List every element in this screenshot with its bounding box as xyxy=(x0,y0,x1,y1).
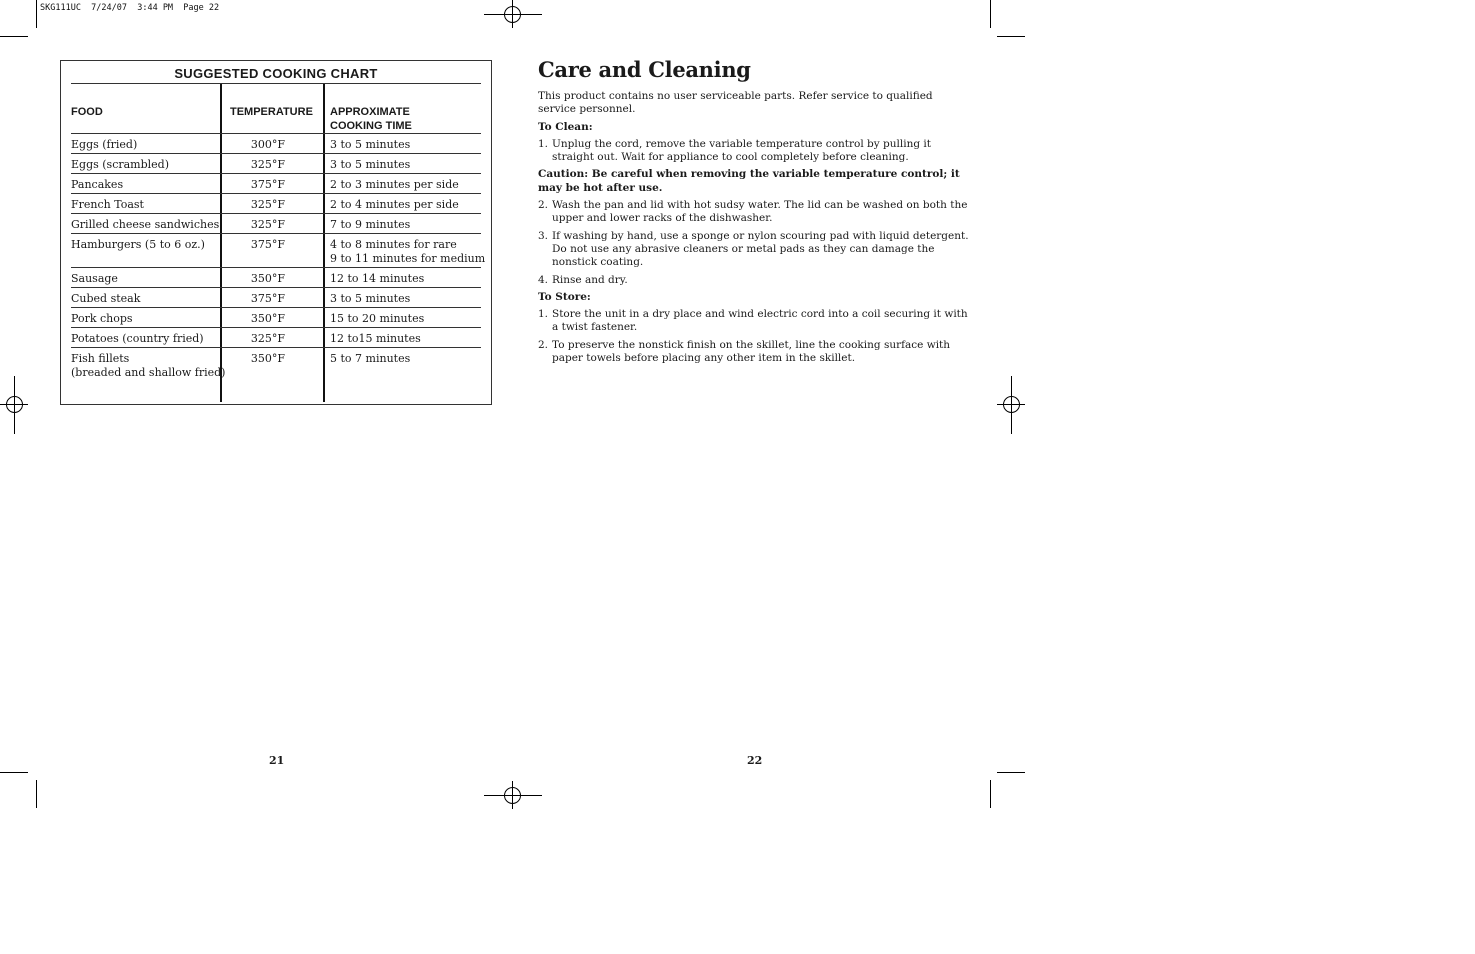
food-cell: Eggs (fried) xyxy=(71,138,138,151)
row-rule xyxy=(71,133,481,134)
food-cell: Eggs (scrambled) xyxy=(71,158,170,171)
cooking-time-cell: 5 to 7 minutes xyxy=(330,352,411,365)
row-rule xyxy=(71,287,481,288)
temperature-cell: 375°F xyxy=(250,292,285,305)
to-clean-heading: To Clean: xyxy=(538,120,593,133)
chart-title: SUGGESTED COOKING CHART xyxy=(174,66,378,81)
clean-steps-list-continued xyxy=(538,199,970,287)
list-item xyxy=(538,199,970,226)
row-rule xyxy=(71,193,481,194)
temperature-cell: 375°F xyxy=(250,238,285,251)
chart-title-rule xyxy=(71,83,481,84)
crop-mark xyxy=(0,772,28,773)
cooking-time-cell: 2 to 4 minutes per side xyxy=(330,198,459,211)
printer-slug: SKG111UC 7/24/07 3:44 PM Page 22 xyxy=(40,3,220,13)
store-steps-list xyxy=(538,308,970,365)
temperature-cell: 350°F xyxy=(250,272,285,285)
temperature-cell: 300°F xyxy=(250,138,285,151)
step-text: Store the unit in a dry place and wind electric cord into a coil securing it with a twist fastener. xyxy=(552,308,968,334)
header-food: FOOD xyxy=(71,106,103,118)
temperature-cell: 325°F xyxy=(250,218,285,231)
cooking-time-cell: 15 to 20 minutes xyxy=(330,312,425,325)
row-rule xyxy=(71,267,481,268)
column-divider xyxy=(323,84,325,402)
header-cooking-time-line2: COOKING TIME xyxy=(330,120,412,132)
step-text: Unplug the cord, remove the variable temperature control by pulling it straight out. Wait for appliance to cool completely before cleaning. xyxy=(552,137,931,164)
clean-steps-list xyxy=(538,138,970,165)
food-cell: French Toast xyxy=(71,198,144,211)
page-number-right: 22 xyxy=(747,754,763,767)
temperature-cell: 350°F xyxy=(250,312,285,325)
list-item xyxy=(538,339,970,366)
list-item xyxy=(538,308,970,335)
food-cell: Sausage xyxy=(71,272,118,285)
page-number-left: 21 xyxy=(269,754,285,767)
list-item xyxy=(538,230,970,270)
food-cell: Pork chops xyxy=(71,312,133,325)
crop-mark xyxy=(0,36,28,37)
cooking-time-cell: 7 to 9 minutes xyxy=(330,218,411,231)
section-title: Care and Cleaning xyxy=(538,57,751,82)
row-rule xyxy=(71,327,481,328)
cooking-time-cell: 4 to 8 minutes for rare 9 to 11 minutes for medium xyxy=(330,238,486,265)
temperature-cell: 350°F xyxy=(250,352,285,365)
header-cooking-time-line1: APPROXIMATE xyxy=(330,106,410,118)
food-cell: Pancakes xyxy=(71,178,124,191)
row-rule xyxy=(71,347,481,348)
food-cell: Potatoes (country fried) xyxy=(71,332,204,345)
header-temperature: TEMPERATURE xyxy=(230,106,313,118)
temperature-cell: 325°F xyxy=(250,198,285,211)
crop-mark xyxy=(990,0,991,28)
step-number: 4. xyxy=(538,273,549,286)
crop-mark xyxy=(36,0,37,28)
temperature-cell: 325°F xyxy=(250,332,285,345)
crop-mark xyxy=(997,772,1025,773)
row-rule xyxy=(71,307,481,308)
food-cell: Cubed steak xyxy=(71,292,141,305)
list-item xyxy=(538,274,970,287)
cooking-time-cell: 3 to 5 minutes xyxy=(330,138,411,151)
food-cell: Hamburgers (5 to 6 oz.) xyxy=(71,238,205,251)
step-text: Wash the pan and lid with hot sudsy water. The lid can be washed on both the upper and lower racks of the dishwasher. xyxy=(552,199,968,225)
step-number: 2. xyxy=(538,338,549,351)
cooking-time-cell: 12 to15 minutes xyxy=(330,332,421,345)
to-store-heading: To Store: xyxy=(538,290,591,303)
step-number: 2. xyxy=(538,199,549,212)
step-number: 1. xyxy=(538,137,549,150)
temperature-cell: 375°F xyxy=(250,178,285,191)
food-cell: Fish fillets (breaded and shallow fried) xyxy=(71,352,226,379)
cooking-time-cell: 3 to 5 minutes xyxy=(330,292,411,305)
crop-mark xyxy=(997,36,1025,37)
intro-text: This product contains no user serviceable parts. Refer service to qualified service personnel. xyxy=(538,90,933,116)
cooking-chart xyxy=(60,60,492,405)
step-number: 1. xyxy=(538,308,549,321)
row-rule xyxy=(71,233,481,234)
temperature-cell: 325°F xyxy=(250,158,285,171)
row-rule xyxy=(71,153,481,154)
step-number: 3. xyxy=(538,229,549,242)
step-text: If washing by hand, use a sponge or nylon scouring pad with liquid detergent. Do not use any abrasive cleaners or metal pads as they can damage the nonstick coating. xyxy=(552,229,969,269)
food-cell: Grilled cheese sandwiches xyxy=(71,218,220,231)
cooking-time-cell: 2 to 3 minutes per side xyxy=(330,178,459,191)
caution-text: Caution: Be careful when removing the variable temperature control; it may be hot after use. xyxy=(538,168,960,194)
row-rule xyxy=(71,173,481,174)
care-and-cleaning-section xyxy=(538,56,970,369)
list-item xyxy=(538,138,970,165)
cooking-time-cell: 12 to 14 minutes xyxy=(330,272,425,285)
step-text: Rinse and dry. xyxy=(552,273,628,286)
crop-mark xyxy=(990,780,991,808)
step-text: To preserve the nonstick finish on the skillet, line the cooking surface with paper towels before placing any other item in the skillet. xyxy=(552,338,951,365)
cooking-time-cell: 3 to 5 minutes xyxy=(330,158,411,171)
row-rule xyxy=(71,213,481,214)
crop-mark xyxy=(36,780,37,808)
